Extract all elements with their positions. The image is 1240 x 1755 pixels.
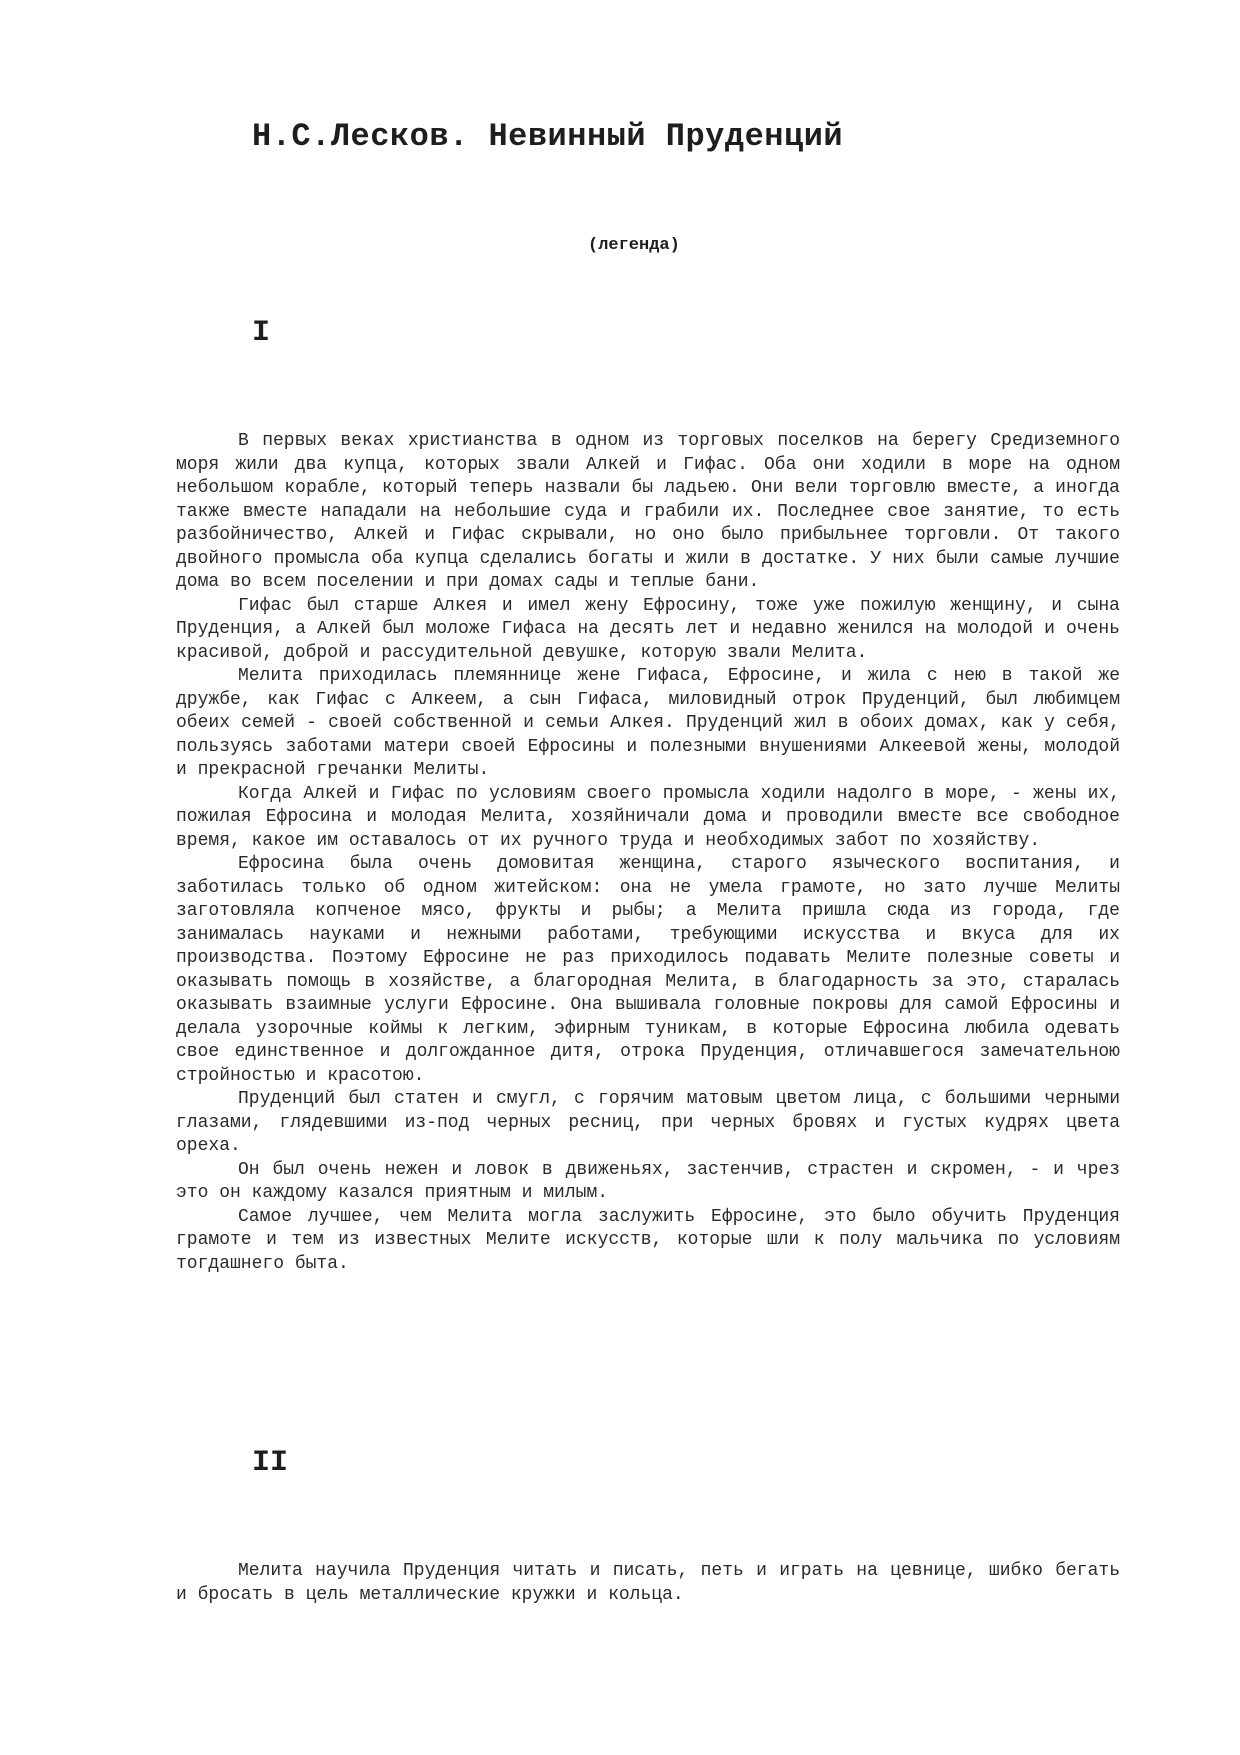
paragraph: Он был очень нежен и ловок в движеньях, застенчив, страстен и скромен, - и чрез это он каждому казался приятным и милым. [176, 1159, 1120, 1203]
paragraph: Пруденций был статен и смугл, с горячим матовым цветом лица, с большими черными глазами, глядевшими из-под черных ресниц, при черных бровях и густых кудрях цвета ореха. [176, 1089, 1120, 1156]
chapter-heading-1: I [252, 316, 271, 350]
paragraph: Мелита приходилась племяннице жене Гифаса, Ефросине, и жила с нею в такой же дружбе, как Гифас с Алкеем, а сын Гифаса, миловидный отрок Пруденций, был любимцем обеих семей - своей собственной и семьи Алкея. Пруденций жил в обоих домах, как у себя, пользуясь заботами матери своей Ефросины и полезными внушениями Алкеевой жены, молодой и прекрасной гречанки Мелиты. [176, 666, 1120, 780]
paragraph: Самое лучшее, чем Мелита могла заслужить Ефросине, это было обучить Пруденция грамоте и тем из известных Мелите искусств, которые шли к полу мальчика по условиям тогдашнего быта. [176, 1206, 1120, 1274]
chapter-1-body [176, 430, 1120, 1276]
chapter-2-body [176, 1560, 1120, 1607]
paragraph: Гифас был старше Алкея и имел жену Ефросину, тоже уже пожилую женщину, и сына Пруденция, а Алкей был моложе Гифаса на десять лет и недавно женился на молодой и очень красивой, доброй и рассудительной девушке, которую звали Мелита. [176, 595, 1120, 663]
paragraph: Ефросина была очень домовитая женщина, старого языческого воспитания, и заботилась только об одном житейском: она не умела грамоте, но зато лучше Мелиты заготовляла копченое мясо, фрукты и рыбы; а Мелита пришла сюда из города, где занималась науками и нежными работами, требующими искусства и вкуса для их производства. Поэтому Ефросине не раз приходилось подавать Мелите полезные советы и оказывать помощь в хозяйстве, а благородная Мелита, в благодарность за это, старалась оказывать взаимные услуги Ефросине. Она вышивала головные покровы для самой Ефросины и делала узорочные коймы к легким, эфирным туникам, в которые Ефросина любила одевать свое единственное и долгожданное дитя, отрока Пруденция, отличавшегося замечательною стройностью и красотою. [176, 854, 1120, 1086]
chapter-heading-2: II [252, 1446, 289, 1480]
document-title: Н.С.Лесков. Невинный Пруденций [252, 118, 844, 155]
paragraph: Когда Алкей и Гифас по условиям своего промысла ходили надолго в море, - жены их, пожилая Ефросина и молодая Мелита, хозяйничали дома и проводили вместе все свободное время, какое им оставалось от их ручного труда и необходимых забот по хозяйству. [176, 783, 1120, 851]
paragraph: В первых веках христианства в одном из торговых поселков на берегу Средиземного моря жили два купца, которых звали Алкей и Гифас. Оба они ходили в море на одном небольшом корабле, который теперь назвали бы ладьею. Они вели торговлю вместе, а иногда также вместе нападали на небольшие суда и грабили их. Последнее свое занятие, то есть разбойничество, Алкей и Гифас скрывали, но оно было прибыльнее торговли. От такого двойного промысла оба купца сделались богаты и жили в достатке. У них были самые лучшие дома во всем поселении и при домах сады и теплые бани. [176, 431, 1120, 592]
paragraph: Мелита научила Пруденция читать и писать, петь и играть на цевнице, шибко бегать и бросать в цель металлические кружки и кольца. [176, 1561, 1120, 1605]
document-subtitle: (легенда) [588, 236, 680, 255]
